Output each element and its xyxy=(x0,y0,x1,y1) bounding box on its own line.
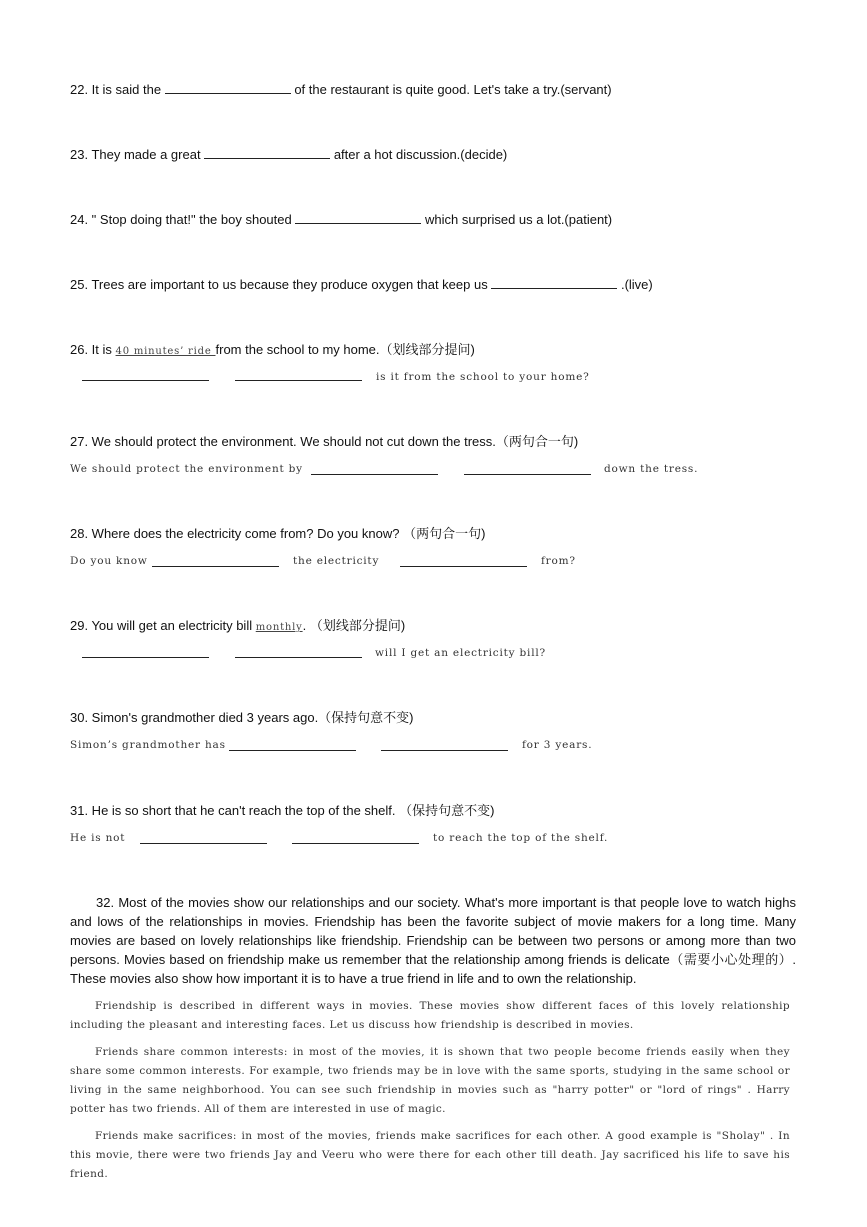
q31-answer-tail: to reach the top of the shelf. xyxy=(433,832,609,844)
question-24 xyxy=(70,212,612,228)
question-31: 31. He is so short that he can't reach the top of the shelf. （保持句意不变) xyxy=(70,803,495,818)
q27-answer-tail: down the tress. xyxy=(604,463,699,475)
q25-text-before: 25. Trees are important to us because they produce oxygen that keep us xyxy=(70,277,488,292)
q31-blank-2[interactable] xyxy=(292,843,419,844)
q30-answer-head: Simon’s grandmother has xyxy=(70,739,226,751)
q22-text-before: 22. It is said the xyxy=(70,82,162,97)
q23-text-after: after a hot discussion.(decide) xyxy=(333,147,508,162)
question-30: 30. Simon's grandmother died 3 years ago.（保持句意不变) xyxy=(70,710,414,725)
q26-underlined-phrase: 40 minutes’ ride xyxy=(115,346,216,357)
q28-answer-head: Do you know xyxy=(70,555,148,567)
question-25 xyxy=(70,277,653,293)
q26-answer-tail: is it from the school to your home? xyxy=(376,371,590,383)
q28-answer-tail: from? xyxy=(541,555,576,567)
q24-blank[interactable] xyxy=(295,213,421,224)
q24-text-after: which surprised us a lot.(patient) xyxy=(424,212,613,227)
q26-text-after: from the school to my home.（划线部分提问) xyxy=(215,342,475,357)
q28-blank-1[interactable] xyxy=(152,566,279,567)
q31-blank-1[interactable] xyxy=(140,843,267,844)
q22-blank[interactable] xyxy=(165,83,291,94)
q29-answer-tail: will I get an electricity bill? xyxy=(375,647,546,659)
q24-text-before: 24. " Stop doing that!" the boy shouted xyxy=(70,212,292,227)
q30-answer-tail: for 3 years. xyxy=(522,739,593,751)
q22-text-after: of the restaurant is quite good. Let's take a try.(servant) xyxy=(294,82,612,97)
q32-intro-paragraph: 32. Most of the movies show our relationships and our society. What's more important is that people love to watch highs and lows of the relationships in movies. Friendship has been the favorite subject of movie makers for a long time. Many movies are based on lovely relationships like friendship. Friendship can be between two persons or among more than two persons. Movies based on friendship make us remember that the relationship among friends is delicate（需要小心处理的）. These movies also show how important it is to have a true friend in life and to own the relationship. xyxy=(70,895,796,986)
q26-text-before: 26. It is xyxy=(70,342,112,357)
q29-blank-1[interactable] xyxy=(82,657,209,658)
question-29 xyxy=(70,618,405,636)
q30-blank-1[interactable] xyxy=(229,750,356,751)
q25-blank[interactable] xyxy=(491,278,617,289)
q26-blank-2[interactable] xyxy=(235,380,362,381)
q25-text-after: .(live) xyxy=(620,277,653,292)
question-23 xyxy=(70,147,507,163)
q32-paragraph-2: Friends share common interests: in most of the movies, it is shown that two people become friends easily when they share some common interests. For example, two friends may be in love with the same sports, studying in the same school or living in the same neighborhood. You can see such friendship in movies such as "harry potter" or "lord of rings" . Harry potter has two friends. All of them are interested in use of magic. xyxy=(70,1046,790,1115)
question-27: 27. We should protect the environment. We should not cut down the tress.（两句合一句) xyxy=(70,434,579,449)
question-26 xyxy=(70,342,475,360)
q23-text-before: 23. They made a great xyxy=(70,147,201,162)
q28-blank-2[interactable] xyxy=(400,566,527,567)
q30-blank-2[interactable] xyxy=(381,750,508,751)
question-22 xyxy=(70,82,612,98)
q23-blank[interactable] xyxy=(204,148,330,159)
q32-paragraph-1: Friendship is described in different ways in movies. These movies show different faces of this lovely relationship including the pleasant and interesting faces. Let us discuss how friendship is described in movies. xyxy=(70,1000,790,1031)
q28-answer-mid: the electricity xyxy=(293,555,380,567)
q26-blank-1[interactable] xyxy=(82,380,209,381)
q27-blank-1[interactable] xyxy=(311,474,438,475)
q31-answer-head: He is not xyxy=(70,832,126,844)
q29-underlined-word: monthly xyxy=(255,622,303,633)
q32-paragraph-3: Friends make sacrifices: in most of the movies, friends make sacrifices for each other. A good example is "Sholay" . In this movie, there were two friends Jay and Veeru who were there for each other till death. Jay sacrificed his life to save his friend. xyxy=(70,1130,790,1180)
q29-blank-2[interactable] xyxy=(235,657,362,658)
question-28: 28. Where does the electricity come from? Do you know? （两句合一句) xyxy=(70,526,486,541)
q27-blank-2[interactable] xyxy=(464,474,591,475)
q27-answer-head: We should protect the environment by xyxy=(70,463,303,475)
q29-text-after: . （划线部分提问) xyxy=(302,618,406,633)
q29-text-before: 29. You will get an electricity bill xyxy=(70,618,253,633)
